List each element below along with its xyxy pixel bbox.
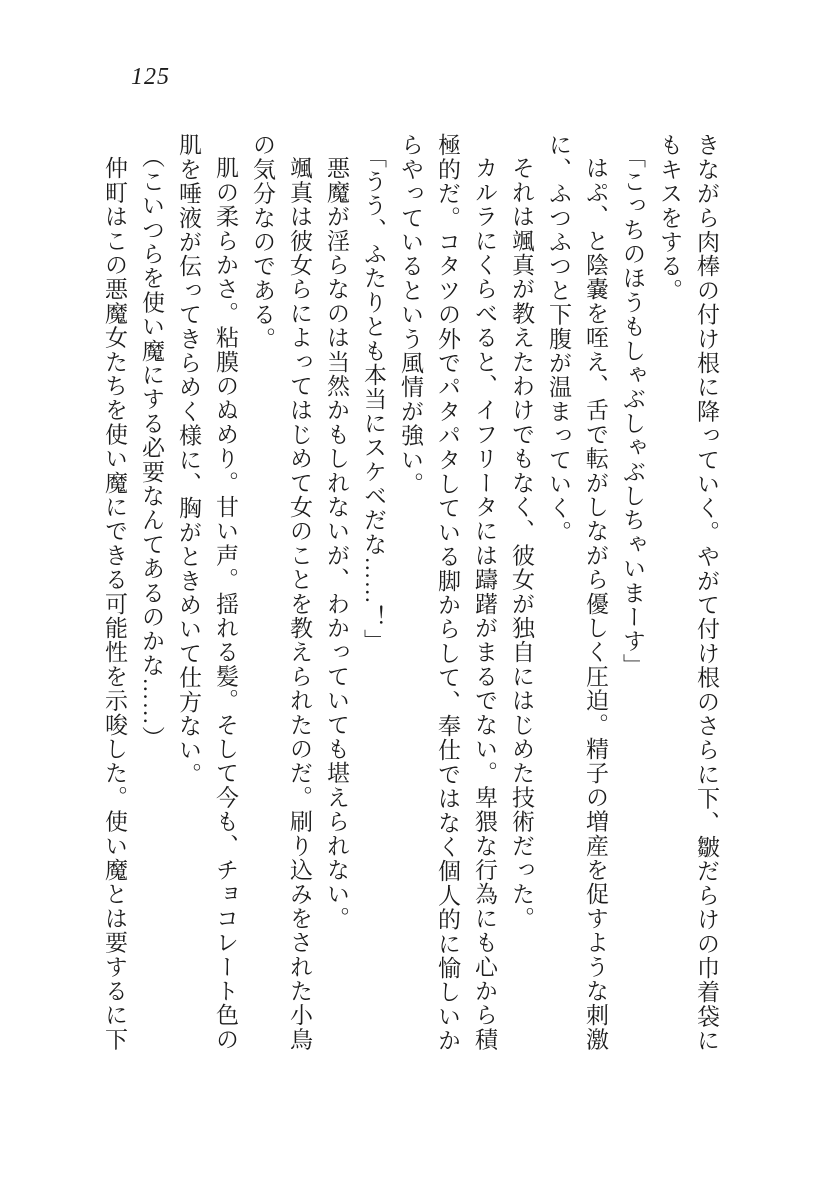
paragraph-7: 悪魔が淫らなのは当然かもしれないが、わかっていても堪えられない。	[324, 156, 349, 931]
paragraph-8: 颯真は彼女らによってはじめて女のことを教えられたのだ。刷り込みをされた小鳥の気分なのである。	[250, 133, 312, 1052]
paragraph-1: きながら肉棒の付け根に降っていく。やがて付け根のさらに下、皺だらけの巾着袋にもキスをする。	[657, 133, 719, 1053]
paragraph-2-dialogue: 「こっちのほうもしゃぶしゃぶしちゃいまーす」	[620, 144, 645, 677]
page-number: 125	[131, 64, 170, 90]
paragraph-3: はぷ、と陰嚢を咥え、舌で転がしながら優しく圧迫。精子の増産を促すような刺激に、ふつふつと下腹が温まっていく。	[546, 133, 608, 1052]
paragraph-10-thought: （こいつらを使い魔にする必要なんてあるのかな……）	[139, 144, 164, 750]
paragraph-5: カルラにくらべると、イフリータには躊躇がまるでない。卑猥な行為にも心から積極的だ。コタツの外でパタパタしている脚からして、奉仕ではなく個人的に愉しいからやっているという風情が強い。	[398, 133, 497, 1053]
paragraph-4: それは颯真が教えたわけでもなく、彼女が独自にはじめた技術だった。	[509, 156, 534, 931]
paragraph-6-dialogue: 「うう、ふたりとも本当にスケベだな……！」	[361, 144, 386, 653]
paragraph-9: 肌の柔らかさ。粘膜のぬめり。甘い声。揺れる髪。そして今も、チョコレート色の肌を唾液が伝ってきらめく様に、胸がときめいて仕方ない。	[176, 133, 238, 1052]
body-text	[95, 133, 725, 1057]
paragraph-11: 仲町はこの悪魔女たちを使い魔にできる可能性を示唆した。使い魔とは要するに下	[102, 156, 127, 1052]
